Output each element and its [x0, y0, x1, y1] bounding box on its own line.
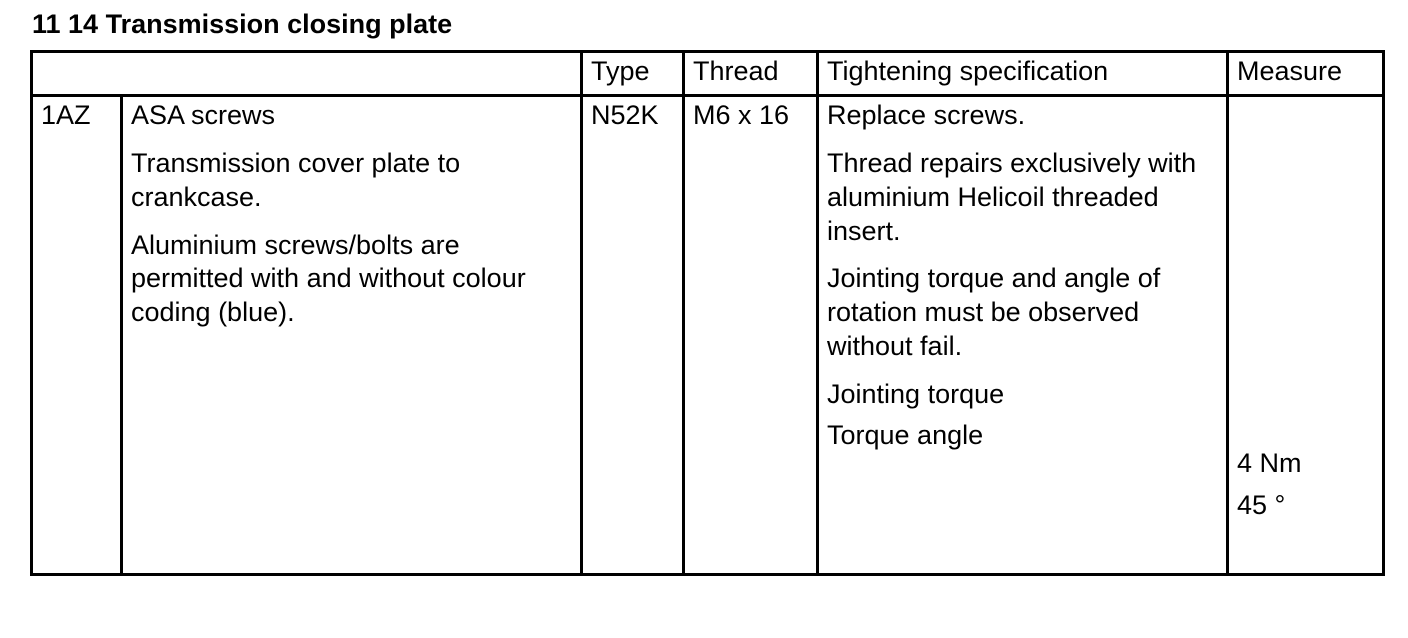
measure-torque-angle: 45 ° [1237, 490, 1286, 521]
column-header-description [122, 51, 582, 96]
cell-tightening-specification [818, 96, 1228, 575]
description-line-2: Transmission cover plate to crankcase. [131, 148, 461, 212]
measure-jointing-torque: 4 Nm [1237, 448, 1302, 479]
column-header-type: Type [582, 51, 684, 96]
table-header-row [32, 51, 1384, 96]
torque-specification-table [30, 50, 1385, 577]
cell-thread: M6 x 16 [684, 96, 818, 575]
description-line-3: Aluminium screws/bolts are permitted with and without colour coding (blue). [131, 229, 526, 328]
cell-type: N52K [582, 96, 684, 575]
spec-line-3: Jointing torque and angle of rotation must be observed without fail. [827, 263, 1161, 361]
column-header-measure: Measure [1228, 51, 1384, 96]
column-header-id [32, 51, 122, 96]
description-line-1: ASA screws [131, 100, 276, 131]
spec-line-torque-angle: Torque angle [827, 420, 984, 451]
page-title: 11 14 Transmission closing plate [32, 9, 453, 39]
spec-line-jointing-torque: Jointing torque [827, 378, 1005, 409]
cell-item-id: 1AZ [32, 96, 122, 575]
column-header-tightening-specification: Tightening specification [818, 51, 1228, 96]
cell-measure [1228, 96, 1384, 575]
table-header [32, 51, 1384, 96]
table-body [32, 96, 1384, 575]
cell-description [122, 96, 582, 575]
spec-line-1: Replace screws. [827, 100, 1026, 131]
spec-line-2: Thread repairs exclusively with aluminium Helicoil threaded insert. [827, 148, 1197, 246]
measure-spacer [1237, 99, 1376, 447]
column-header-thread: Thread [684, 51, 818, 96]
table-row [32, 96, 1384, 575]
